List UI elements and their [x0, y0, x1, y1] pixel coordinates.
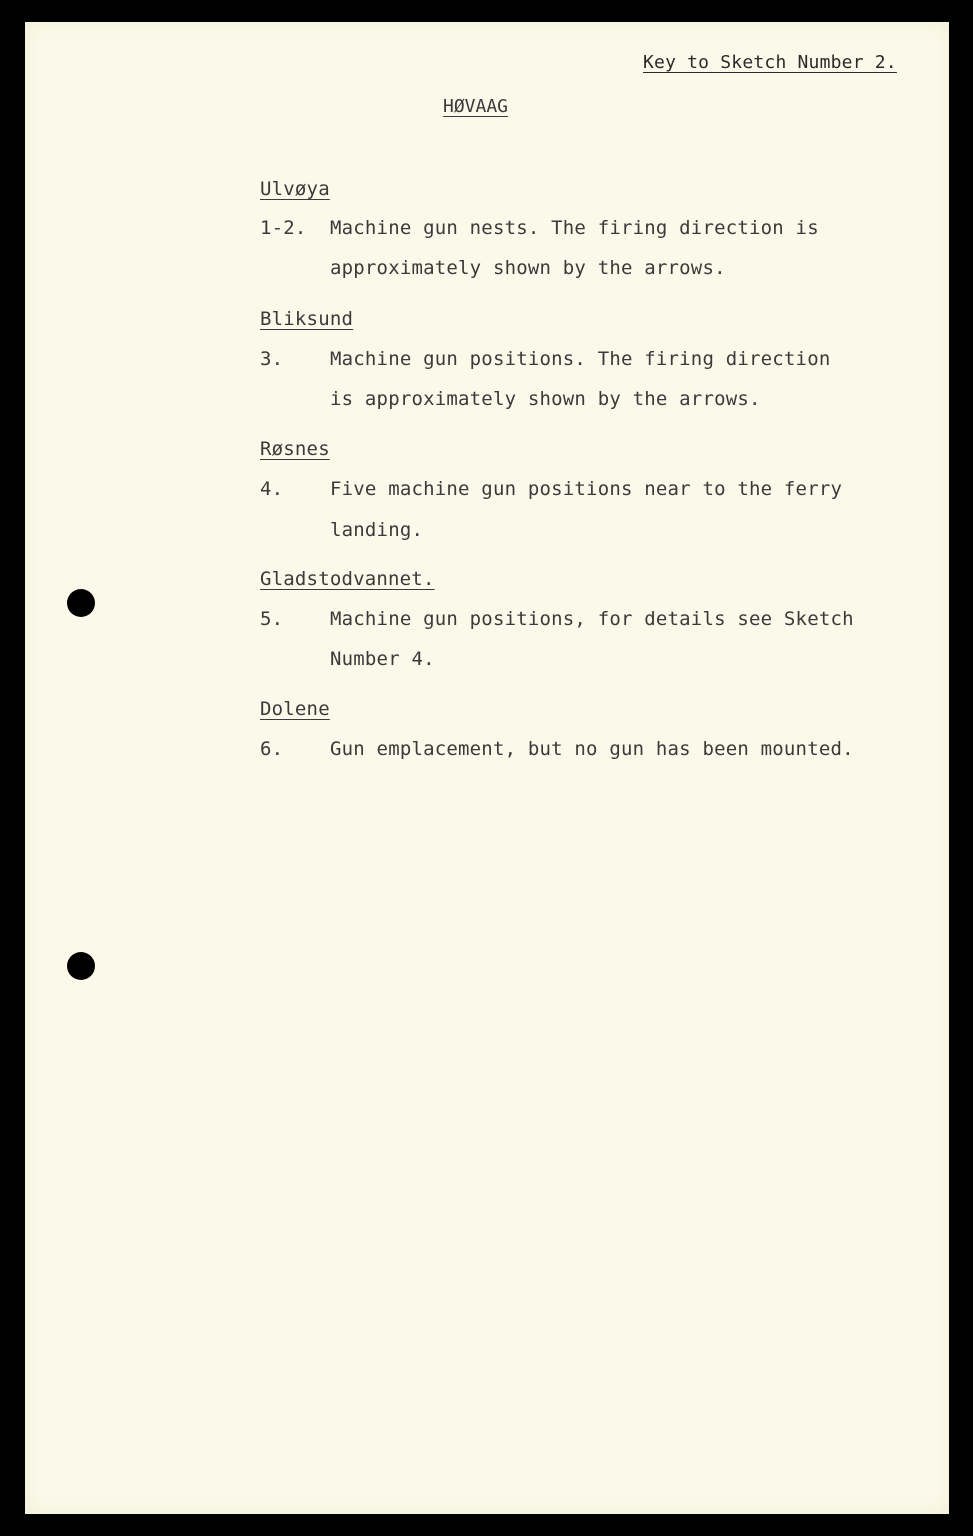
- section-heading-rosnes: Røsnes: [260, 438, 330, 460]
- item-description-line: Machine gun nests. The firing direction is: [330, 217, 819, 239]
- item-description-line: landing.: [330, 519, 424, 541]
- item-description-line: Machine gun positions, for details see Sketch: [330, 608, 854, 630]
- item-description-line: Gun emplacement, but no gun has been mounted.: [330, 738, 854, 760]
- section-heading-gladstodvannet: Gladstodvannet.: [260, 568, 435, 590]
- document-title: HØVAAG: [443, 96, 509, 117]
- item-description-line: Number 4.: [330, 648, 435, 670]
- item-number: 5.: [260, 608, 284, 630]
- item-number: 1-2.: [260, 217, 307, 239]
- item-number: 6.: [260, 738, 284, 760]
- item-number: 3.: [260, 348, 284, 370]
- punch-hole-upper: [67, 589, 95, 617]
- punch-hole-lower: [67, 952, 95, 980]
- section-heading-bliksund: Bliksund: [260, 308, 354, 330]
- item-description-line: Machine gun positions. The firing direction: [330, 348, 831, 370]
- item-description-line: approximately shown by the arrows.: [330, 257, 726, 279]
- sketch-key-label: Key to Sketch Number 2.: [643, 52, 897, 73]
- document-page: [25, 22, 949, 1514]
- item-description-line: Five machine gun positions near to the ferry: [330, 478, 843, 500]
- item-description-line: is approximately shown by the arrows.: [330, 388, 761, 410]
- item-number: 4.: [260, 478, 284, 500]
- section-heading-dolene: Dolene: [260, 698, 330, 720]
- section-heading-ulvoya: Ulvøya: [260, 178, 330, 200]
